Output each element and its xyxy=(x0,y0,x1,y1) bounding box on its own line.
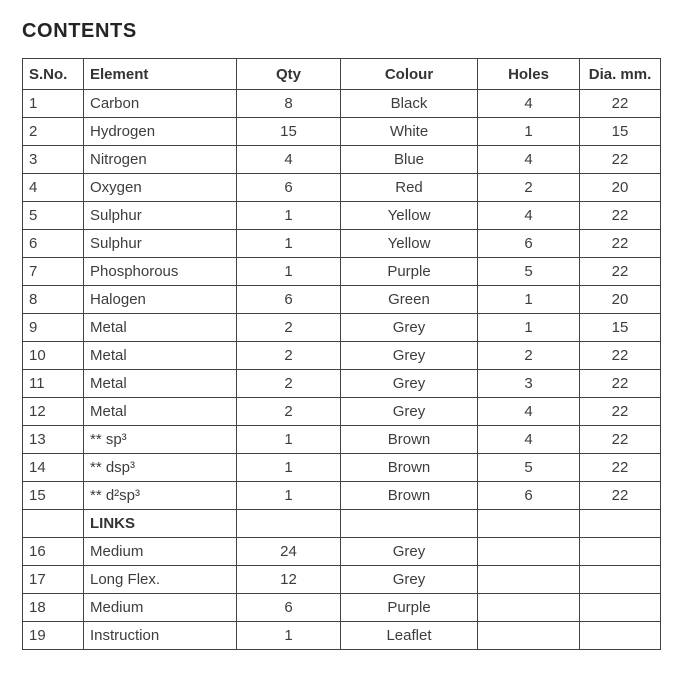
cell-dia: 22 xyxy=(580,370,661,398)
cell-element: Phosphorous xyxy=(84,258,237,286)
cell-colour: Blue xyxy=(341,146,478,174)
cell-element: Oxygen xyxy=(84,174,237,202)
header-qty: Qty xyxy=(237,59,341,90)
header-colour: Colour xyxy=(341,59,478,90)
cell-element: Medium xyxy=(84,594,237,622)
cell-qty: 12 xyxy=(237,566,341,594)
cell-holes: 6 xyxy=(478,482,580,510)
cell-holes xyxy=(478,622,580,650)
cell-colour: Red xyxy=(341,174,478,202)
cell-sno: 19 xyxy=(23,622,84,650)
cell-holes: 2 xyxy=(478,174,580,202)
cell-colour: Green xyxy=(341,286,478,314)
cell-sno: 7 xyxy=(23,258,84,286)
table-row xyxy=(23,90,661,118)
cell-dia: 22 xyxy=(580,258,661,286)
cell-holes: 2 xyxy=(478,342,580,370)
cell-qty: 1 xyxy=(237,202,341,230)
table-row xyxy=(23,174,661,202)
cell-element: Metal xyxy=(84,342,237,370)
header-sno: S.No. xyxy=(23,59,84,90)
cell-element: ** dsp³ xyxy=(84,454,237,482)
cell-sno: 12 xyxy=(23,398,84,426)
table-row xyxy=(23,258,661,286)
header-element: Element xyxy=(84,59,237,90)
cell-sno: 17 xyxy=(23,566,84,594)
cell-colour: Yellow xyxy=(341,202,478,230)
cell-sno: 5 xyxy=(23,202,84,230)
cell-dia: 15 xyxy=(580,118,661,146)
cell-element: LINKS xyxy=(84,510,237,538)
cell-dia: 22 xyxy=(580,482,661,510)
cell-qty: 4 xyxy=(237,146,341,174)
cell-qty: 1 xyxy=(237,230,341,258)
cell-dia: 22 xyxy=(580,426,661,454)
table-row xyxy=(23,118,661,146)
cell-holes: 4 xyxy=(478,146,580,174)
table-row xyxy=(23,146,661,174)
cell-dia: 22 xyxy=(580,202,661,230)
cell-holes xyxy=(478,594,580,622)
cell-colour: Brown xyxy=(341,426,478,454)
page-title: CONTENTS xyxy=(22,20,137,42)
cell-qty: 1 xyxy=(237,482,341,510)
cell-qty: 2 xyxy=(237,314,341,342)
cell-sno: 11 xyxy=(23,370,84,398)
cell-holes: 5 xyxy=(478,258,580,286)
cell-colour: Grey xyxy=(341,370,478,398)
cell-sno xyxy=(23,510,84,538)
cell-colour xyxy=(341,510,478,538)
table-row xyxy=(23,566,661,594)
table-row xyxy=(23,286,661,314)
cell-element: ** d²sp³ xyxy=(84,482,237,510)
cell-dia xyxy=(580,510,661,538)
header-holes: Holes xyxy=(478,59,580,90)
cell-colour: Grey xyxy=(341,538,478,566)
contents-table xyxy=(22,58,661,650)
cell-element: Metal xyxy=(84,370,237,398)
cell-holes: 3 xyxy=(478,370,580,398)
cell-dia: 20 xyxy=(580,174,661,202)
table-row xyxy=(23,314,661,342)
cell-dia: 22 xyxy=(580,398,661,426)
cell-qty: 2 xyxy=(237,370,341,398)
cell-element: Medium xyxy=(84,538,237,566)
table-row xyxy=(23,482,661,510)
cell-sno: 4 xyxy=(23,174,84,202)
cell-colour: White xyxy=(341,118,478,146)
cell-qty: 6 xyxy=(237,594,341,622)
cell-element: Instruction xyxy=(84,622,237,650)
cell-sno: 18 xyxy=(23,594,84,622)
cell-sno: 8 xyxy=(23,286,84,314)
cell-sno: 3 xyxy=(23,146,84,174)
cell-element: Metal xyxy=(84,398,237,426)
section-row xyxy=(23,510,661,538)
cell-colour: Grey xyxy=(341,342,478,370)
cell-sno: 14 xyxy=(23,454,84,482)
cell-dia xyxy=(580,594,661,622)
cell-holes: 1 xyxy=(478,286,580,314)
cell-holes: 6 xyxy=(478,230,580,258)
cell-dia: 22 xyxy=(580,342,661,370)
cell-element: Nitrogen xyxy=(84,146,237,174)
cell-dia xyxy=(580,566,661,594)
cell-dia: 22 xyxy=(580,454,661,482)
cell-qty: 24 xyxy=(237,538,341,566)
cell-colour: Brown xyxy=(341,454,478,482)
cell-holes xyxy=(478,538,580,566)
cell-element: Halogen xyxy=(84,286,237,314)
table-body xyxy=(23,90,661,650)
cell-qty xyxy=(237,510,341,538)
cell-qty: 1 xyxy=(237,258,341,286)
table-row xyxy=(23,342,661,370)
header-row xyxy=(23,59,661,90)
cell-holes xyxy=(478,510,580,538)
cell-element: Metal xyxy=(84,314,237,342)
cell-element: Sulphur xyxy=(84,230,237,258)
cell-holes: 4 xyxy=(478,202,580,230)
cell-qty: 1 xyxy=(237,454,341,482)
cell-element: Carbon xyxy=(84,90,237,118)
table-row xyxy=(23,426,661,454)
cell-colour: Black xyxy=(341,90,478,118)
cell-dia: 22 xyxy=(580,230,661,258)
cell-dia xyxy=(580,538,661,566)
cell-element: Long Flex. xyxy=(84,566,237,594)
cell-dia: 22 xyxy=(580,146,661,174)
cell-sno: 16 xyxy=(23,538,84,566)
table-row xyxy=(23,538,661,566)
cell-qty: 6 xyxy=(237,174,341,202)
cell-qty: 15 xyxy=(237,118,341,146)
cell-qty: 8 xyxy=(237,90,341,118)
cell-qty: 6 xyxy=(237,286,341,314)
cell-dia xyxy=(580,622,661,650)
cell-colour: Brown xyxy=(341,482,478,510)
cell-qty: 1 xyxy=(237,622,341,650)
cell-holes: 4 xyxy=(478,90,580,118)
cell-colour: Leaflet xyxy=(341,622,478,650)
cell-sno: 13 xyxy=(23,426,84,454)
cell-sno: 6 xyxy=(23,230,84,258)
cell-sno: 9 xyxy=(23,314,84,342)
cell-sno: 1 xyxy=(23,90,84,118)
cell-colour: Purple xyxy=(341,594,478,622)
cell-element: Sulphur xyxy=(84,202,237,230)
cell-holes: 4 xyxy=(478,426,580,454)
cell-dia: 15 xyxy=(580,314,661,342)
cell-holes: 4 xyxy=(478,398,580,426)
cell-colour: Grey xyxy=(341,314,478,342)
cell-element: ** sp³ xyxy=(84,426,237,454)
cell-holes: 1 xyxy=(478,118,580,146)
cell-sno: 2 xyxy=(23,118,84,146)
table-row xyxy=(23,230,661,258)
cell-dia: 22 xyxy=(580,90,661,118)
cell-qty: 1 xyxy=(237,426,341,454)
table-row xyxy=(23,398,661,426)
cell-holes: 5 xyxy=(478,454,580,482)
cell-sno: 10 xyxy=(23,342,84,370)
cell-sno: 15 xyxy=(23,482,84,510)
cell-holes: 1 xyxy=(478,314,580,342)
table-row xyxy=(23,454,661,482)
cell-element: Hydrogen xyxy=(84,118,237,146)
cell-qty: 2 xyxy=(237,398,341,426)
table-row xyxy=(23,594,661,622)
table-row xyxy=(23,370,661,398)
cell-dia: 20 xyxy=(580,286,661,314)
cell-holes xyxy=(478,566,580,594)
cell-colour: Yellow xyxy=(341,230,478,258)
header-dia: Dia. mm. xyxy=(580,59,661,90)
cell-colour: Grey xyxy=(341,566,478,594)
cell-colour: Purple xyxy=(341,258,478,286)
table-row xyxy=(23,202,661,230)
cell-qty: 2 xyxy=(237,342,341,370)
table-row xyxy=(23,622,661,650)
cell-colour: Grey xyxy=(341,398,478,426)
